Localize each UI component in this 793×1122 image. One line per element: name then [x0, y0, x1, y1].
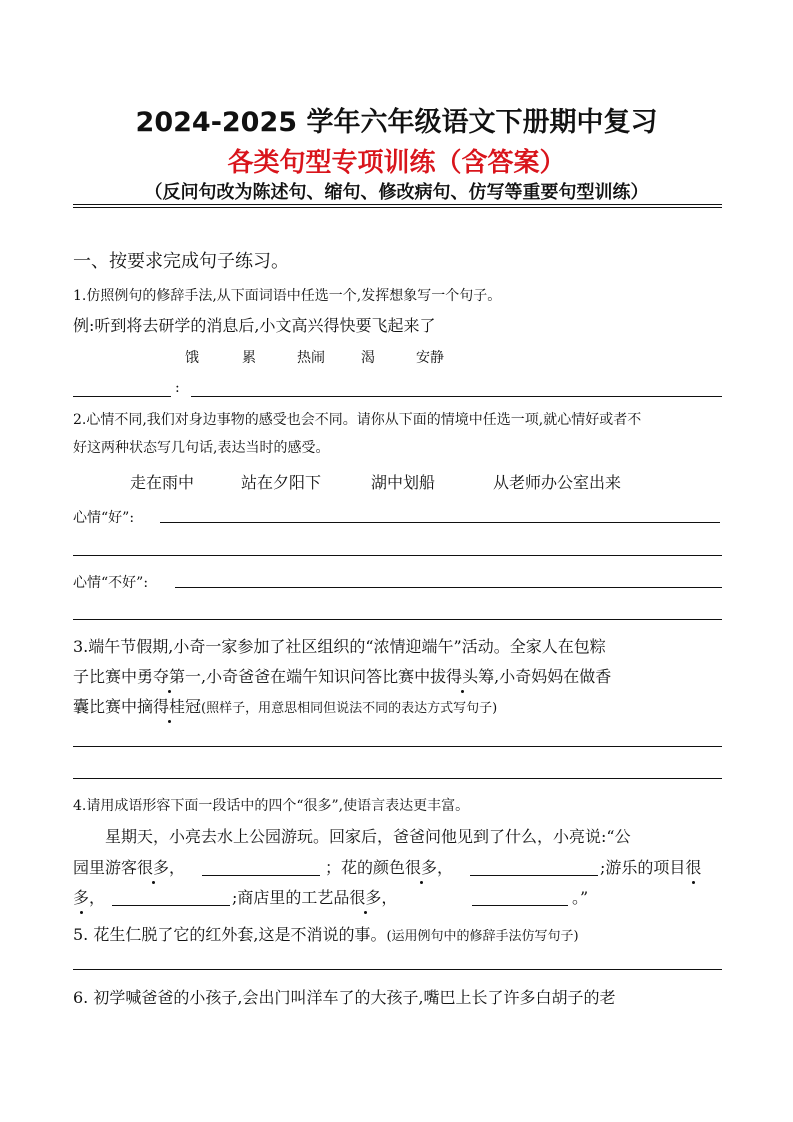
q4-closing: 。” — [572, 888, 589, 907]
q3-emphasis: 勇夺第一 — [137, 667, 202, 686]
q4-emphasis: 很多 — [349, 888, 382, 907]
q4-text: ;商店里的工艺品 — [232, 888, 350, 907]
q4-paragraph-line — [73, 855, 185, 878]
q2-option: 从老师办公室出来 — [493, 473, 622, 492]
q1-word: 累 — [242, 350, 256, 366]
q4-blank-4[interactable] — [472, 905, 568, 906]
q2-bad-label: 心情“不好”: — [73, 575, 149, 591]
q3-blank[interactable] — [73, 746, 722, 747]
q3-emphasis: 摘得桂冠 — [137, 697, 202, 716]
q3-text: 囊比赛中 — [73, 697, 138, 716]
q2-good-blank[interactable] — [160, 522, 720, 523]
q3-blank-2[interactable] — [73, 778, 722, 779]
q2-good-blank-2[interactable] — [73, 555, 722, 556]
q2-option: 走在雨中 — [130, 473, 195, 492]
q4-text: ， — [169, 858, 186, 877]
q4-text: ， — [89, 888, 106, 907]
q6-text: 6. 初学喊爸爸的小孩子,会出门叫洋车了的大孩子,嘴巴上长了许多白胡子的老 — [73, 988, 616, 1007]
q4-text: ；花的颜色 — [325, 858, 406, 877]
q4-text: 园里游客 — [73, 858, 138, 877]
q1-answer-blank[interactable] — [191, 396, 722, 397]
q2-bad-blank-2[interactable] — [73, 619, 722, 620]
q3-emphasis: 拔得头筹 — [430, 667, 495, 686]
q4-emphasis: 多 — [73, 888, 90, 907]
q2-option: 湖中划船 — [371, 473, 436, 492]
q2-option: 站在夕阳下 — [241, 473, 322, 492]
q1-word: 安静 — [416, 350, 444, 366]
q2-bad-blank[interactable] — [175, 587, 722, 588]
section-heading: 一、按要求完成句子练习。 — [73, 251, 289, 272]
q1-prompt: 1.仿照例句的修辞手法,从下面词语中任选一个,发挥想象写一个句子。 — [73, 288, 502, 304]
q1-word-blank[interactable] — [73, 396, 171, 397]
q5-blank[interactable] — [73, 969, 722, 970]
q3-text: ,小奇爸爸在端午知识问答比赛中 — [201, 667, 431, 686]
q4-paragraph-line — [232, 885, 397, 908]
q4-blank-1[interactable] — [202, 875, 320, 876]
q1-word: 渴 — [361, 350, 375, 366]
q2-prompt: 好这两种状态写几句话,表达当时的感受。 — [73, 440, 330, 456]
q1-example: 例:听到将去研学的消息后,小文高兴得快要飞起来了 — [73, 316, 436, 335]
q4-text: ;游乐的项目 — [600, 858, 686, 877]
q4-text: ， — [437, 858, 454, 877]
q4-text: ， — [381, 888, 398, 907]
q4-paragraph-line — [73, 885, 105, 908]
document-subtitle: 各类句型专项训练（含答案） — [227, 148, 566, 178]
q4-paragraph: 星期天，小亮去水上公园游玩。回家后，爸爸问他见到了什么，小亮说:“公 — [105, 827, 631, 846]
q1-word: 热闹 — [297, 350, 325, 366]
q3-line: 3.端午节假期,小奇一家参加了社区组织的“浓情迎端午”活动。全家人在包粽 — [73, 637, 606, 656]
q4-prompt: 4.请用成语形容下面一段话中的四个“很多”,使语言表达更丰富。 — [73, 798, 470, 814]
header-rule-top — [73, 204, 722, 205]
q4-blank-3[interactable] — [112, 905, 230, 906]
q5-sentence: 5. 花生仁脱了它的红外套,这是不消说的事。 — [73, 925, 387, 944]
q2-prompt: 2.心情不同,我们对身边事物的感受也会不同。请你从下面的情境中任选一项,就心情好或者不 — [73, 412, 642, 428]
q4-blank-2[interactable] — [470, 875, 598, 876]
q4-emphasis: 很多 — [405, 858, 438, 877]
q5-text — [73, 922, 579, 945]
q4-paragraph-line — [600, 855, 701, 878]
q2-good-label: 心情“好”: — [73, 510, 135, 526]
q4-paragraph-line — [325, 855, 453, 878]
q3-note: (照样子，用意思相同但说法不同的表达方式写句子) — [201, 701, 498, 716]
header-rule-bottom — [73, 207, 722, 208]
document-title: 2024-2025 学年六年级语文下册期中复习 — [135, 107, 658, 138]
q1-word: 饿 — [185, 350, 199, 366]
document-scope: （反问句改为陈述句、缩句、修改病句、仿写等重要句型训练） — [144, 182, 649, 203]
q4-emphasis: 很 — [685, 858, 702, 877]
q3-line — [73, 694, 497, 717]
q4-emphasis: 很多 — [137, 858, 170, 877]
q1-colon: : — [175, 380, 180, 396]
q5-note: (运用例句中的修辞手法仿写句子) — [386, 929, 579, 944]
q3-text: ,小奇妈妈在做香 — [494, 667, 612, 686]
q3-line — [73, 664, 611, 687]
q3-text: 子比赛中 — [73, 667, 138, 686]
